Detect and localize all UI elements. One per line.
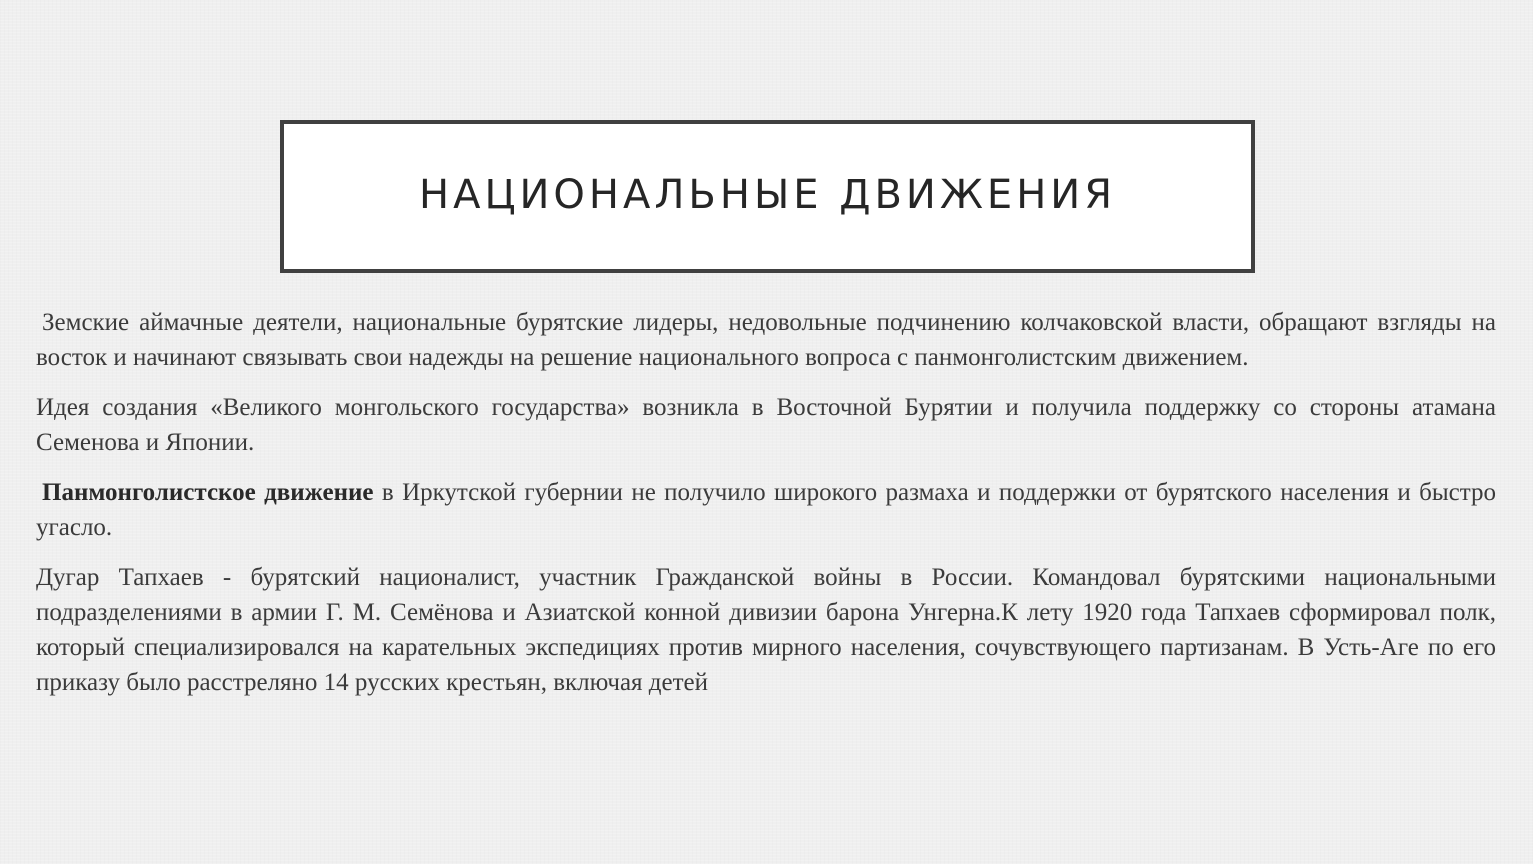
paragraph-tapkhaev: Дугар Тапхаев - бурятский националист, участник Гражданской войны в России. Командовал бурятскими национальными подразделениями в армии Г. М. Семёнова и Азиатской конной дивизии барона Унгерна.К лету 1920 года Тапхаев сформировал полк, который специализировался на карательных экспедициях против мирного населения, сочувствующего партизанам. В Усть-Аге по его приказу было расстреляно 14 русских крестьян, включая детей bbox=[36, 564, 1496, 696]
slide-title: НАЦИОНАЛЬНЫЕ ДВИЖЕНИЯ bbox=[419, 171, 1116, 218]
panmongolist-movement-term: Панмонголистское движение bbox=[42, 479, 374, 506]
slide-body bbox=[36, 305, 1496, 715]
paragraph-zemstvo-leaders: Земские аймачные деятели, национальные бурятские лидеры, недовольные подчинению колчаковской власти, обращают взгляды на восток и начинают связывать свои надежды на решение национального вопроса с панмонголистским движением. bbox=[36, 309, 1496, 371]
title-box bbox=[280, 120, 1255, 273]
paragraph-panmongolist-movement bbox=[36, 475, 1496, 545]
panmongolist-movement-text: в Иркутской губернии не получило широкого размаха и поддержки от бурятского населения и быстро угасло. bbox=[36, 479, 1496, 541]
paragraph-mongol-state-idea: Идея создания «Великого монгольского государства» возникла в Восточной Бурятии и получила поддержку со стороны атамана Семенова и Японии. bbox=[36, 394, 1496, 456]
